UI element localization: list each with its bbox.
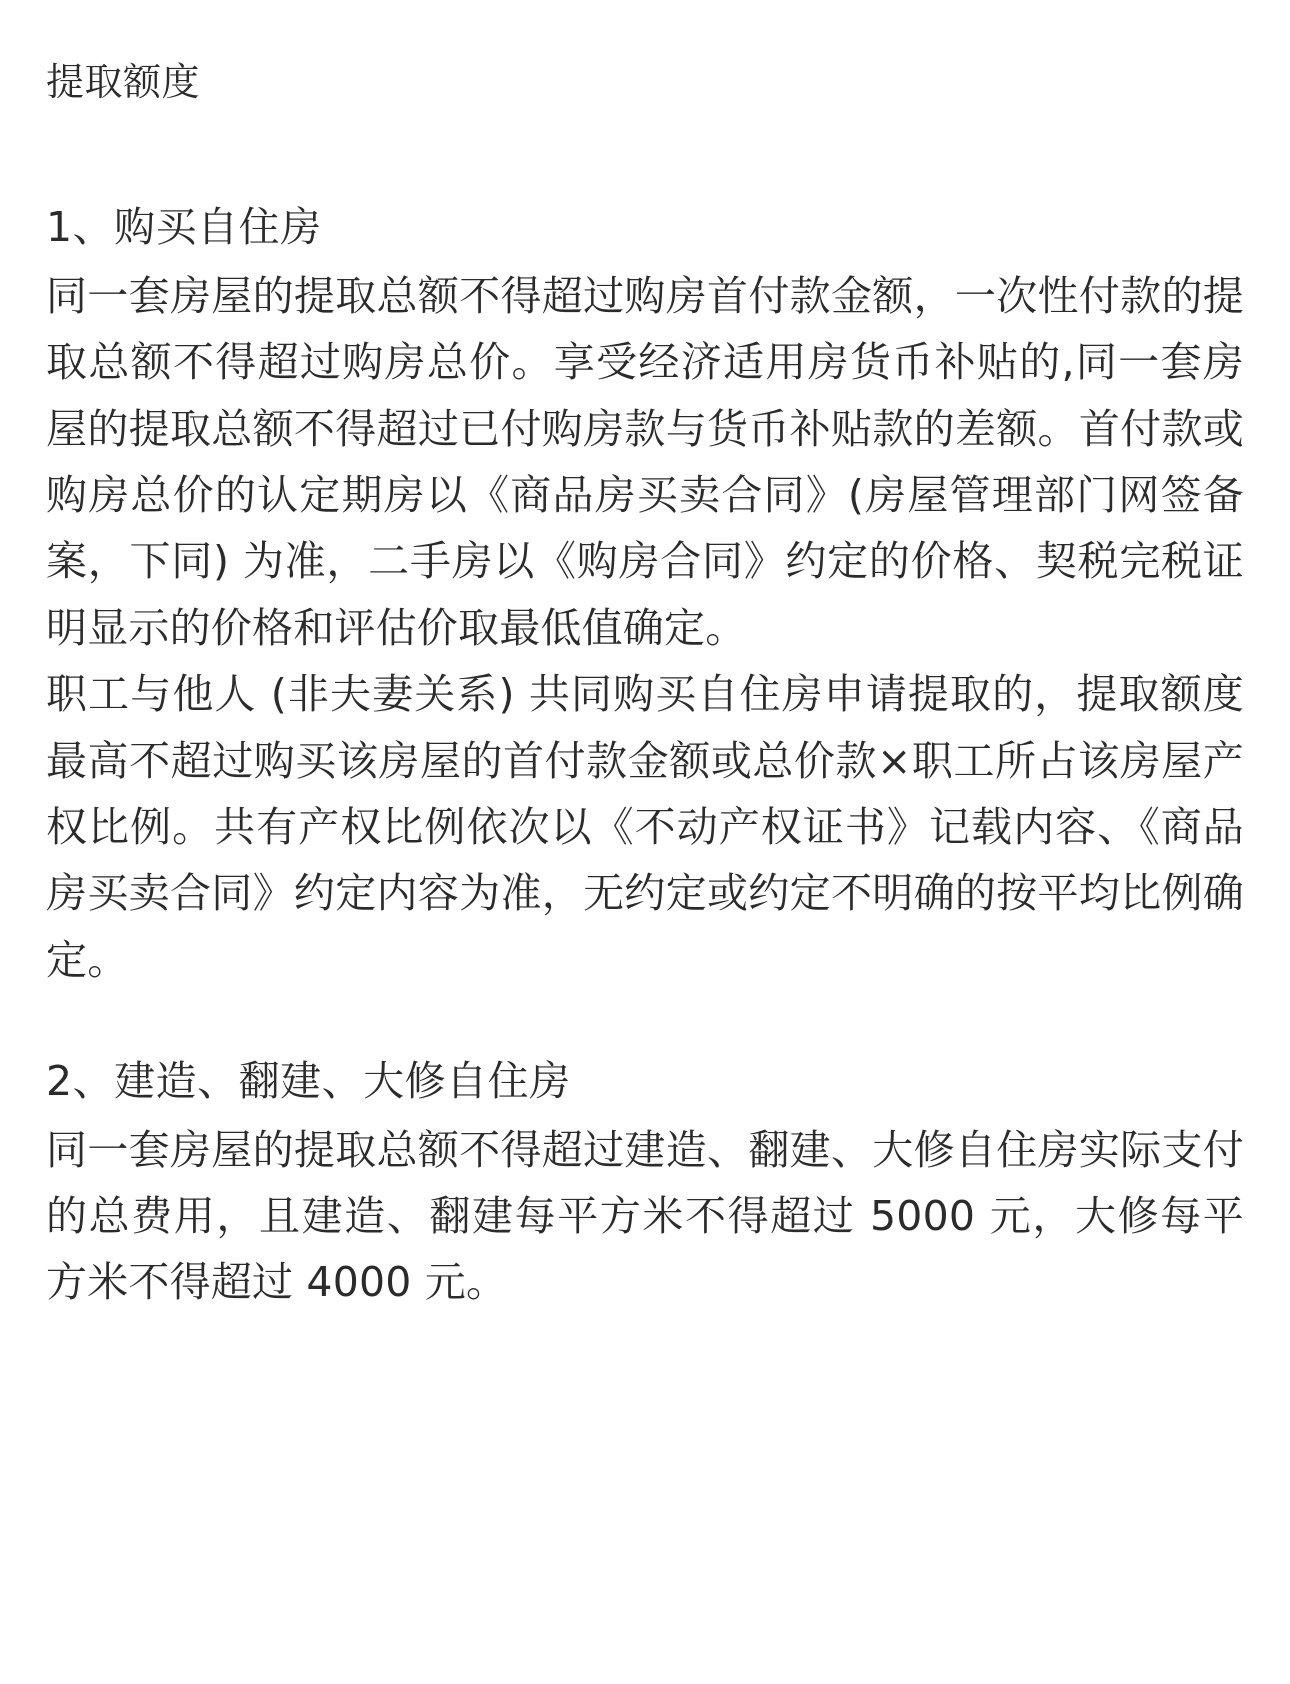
section-heading-1: 1、购买自住房 bbox=[46, 203, 322, 252]
section-purchase-home bbox=[46, 197, 1244, 993]
section-1-paragraph-2: 职工与他人 (非夫妻关系) 共同购买自住房申请提取的，提取额度最高不超过购买该房屋的首付款金额或总价款×职工所占该房屋产权比例。共有产权比例依次以《不动产权证书》记载内容、《商品房买卖合同》约定内容为准，无约定或约定不明确的按平均比例确定。 bbox=[46, 670, 1244, 984]
section-build-renovate-home bbox=[46, 1051, 1244, 1316]
section-spacer bbox=[46, 993, 1244, 1051]
section-2-paragraph-1: 同一套房屋的提取总额不得超过建造、翻建、大修自住房实际支付的总费用，且建造、翻建每平方米不得超过 5000 元，大修每平方米不得超过 4000 元。 bbox=[46, 1125, 1244, 1307]
title-spacer bbox=[46, 131, 1244, 197]
section-heading-2: 2、建造、翻建、大修自住房 bbox=[46, 1057, 571, 1106]
section-1-paragraph-1: 同一套房屋的提取总额不得超过购房首付款金额，一次性付款的提取总额不得超过购房总价。享受经济适用房货币补贴的,同一套房屋的提取总额不得超过已付购房款与货币补贴款的差额。首付款或购房总价的认定期房以《商品房买卖合同》(房屋管理部门网签备案，下同) 为准，二手房以《购房合同》约定的价格、契税完税证明显示的价格和评估价取最低值确定。 bbox=[46, 271, 1244, 652]
page-title: 提取额度 bbox=[46, 60, 201, 104]
